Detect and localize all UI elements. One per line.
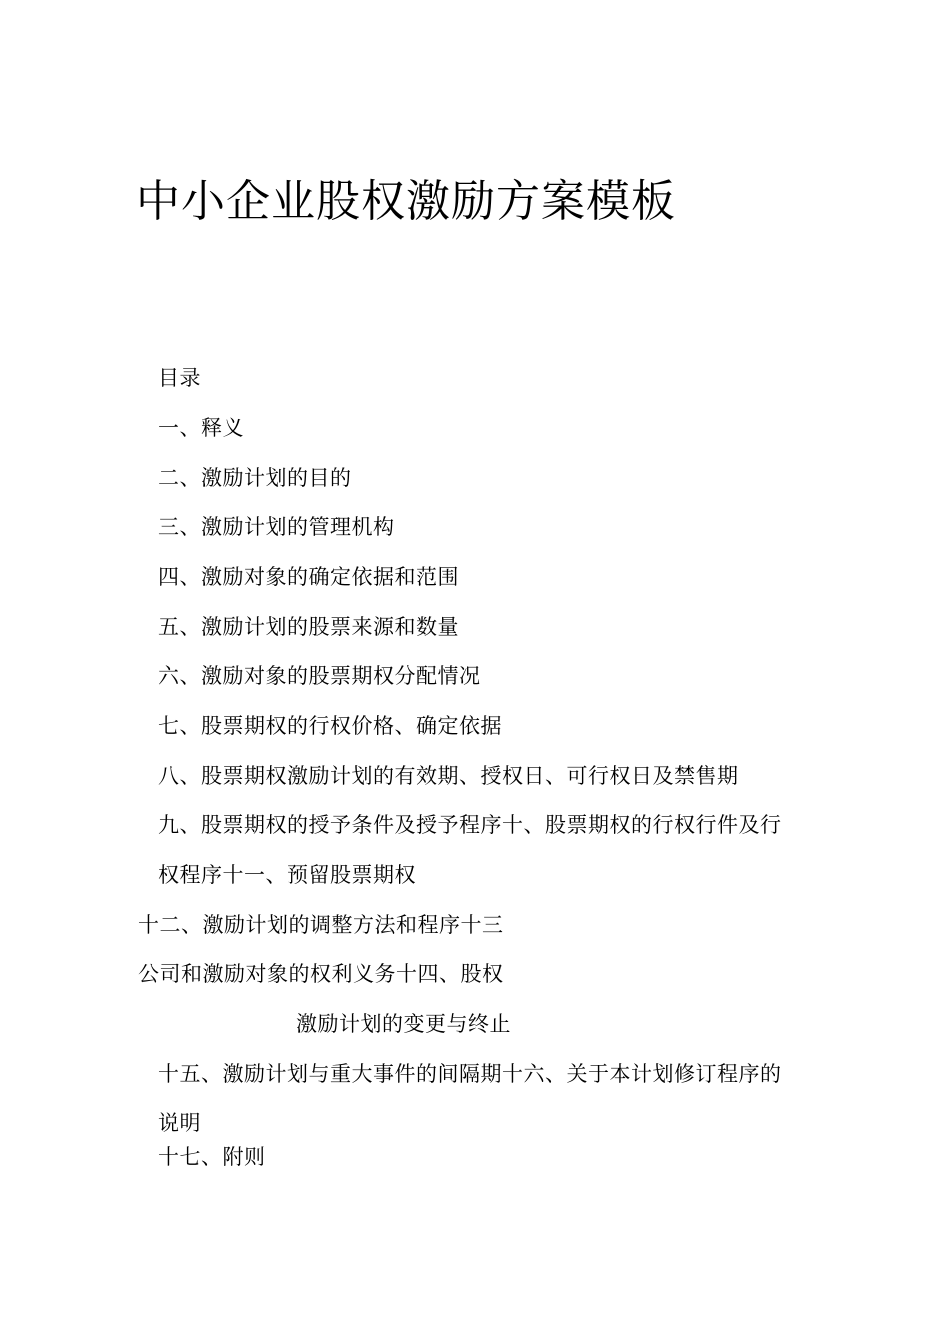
toc-line: 九、股票期权的授予条件及授予程序十、股票期权的行权行件及行: [158, 813, 782, 837]
toc-line: 五、激励计划的股票来源和数量: [158, 615, 459, 639]
toc-line: 三、激励计划的管理机构: [158, 515, 395, 539]
toc-line: 八、股票期权激励计划的有效期、授权日、可行权日及禁售期: [158, 764, 739, 788]
toc-line: 六、激励对象的股票期权分配情况: [158, 664, 481, 688]
toc-line: 十二、激励计划的调整方法和程序十三: [138, 913, 504, 937]
toc-line: 激励计划的变更与终止: [296, 1012, 511, 1036]
toc-line: 二、激励计划的目的: [158, 466, 352, 490]
toc-line: 权程序十一、预留股票期权: [158, 863, 416, 887]
toc-line: 说明: [158, 1111, 201, 1135]
document-title: 中小企业股权激励方案模板: [136, 176, 676, 227]
toc-line: 十五、激励计划与重大事件的间隔期十六、关于本计划修订程序的: [158, 1062, 782, 1086]
toc-heading: 目录: [158, 366, 201, 390]
toc-line: 一、释义: [158, 416, 244, 440]
toc-line: 七、股票期权的行权价格、确定依据: [158, 714, 502, 738]
toc-line: 十七、附则: [158, 1145, 266, 1169]
toc-line: 四、激励对象的确定依据和范围: [158, 565, 459, 589]
toc-line: 公司和激励对象的权利义务十四、股权: [138, 962, 504, 986]
